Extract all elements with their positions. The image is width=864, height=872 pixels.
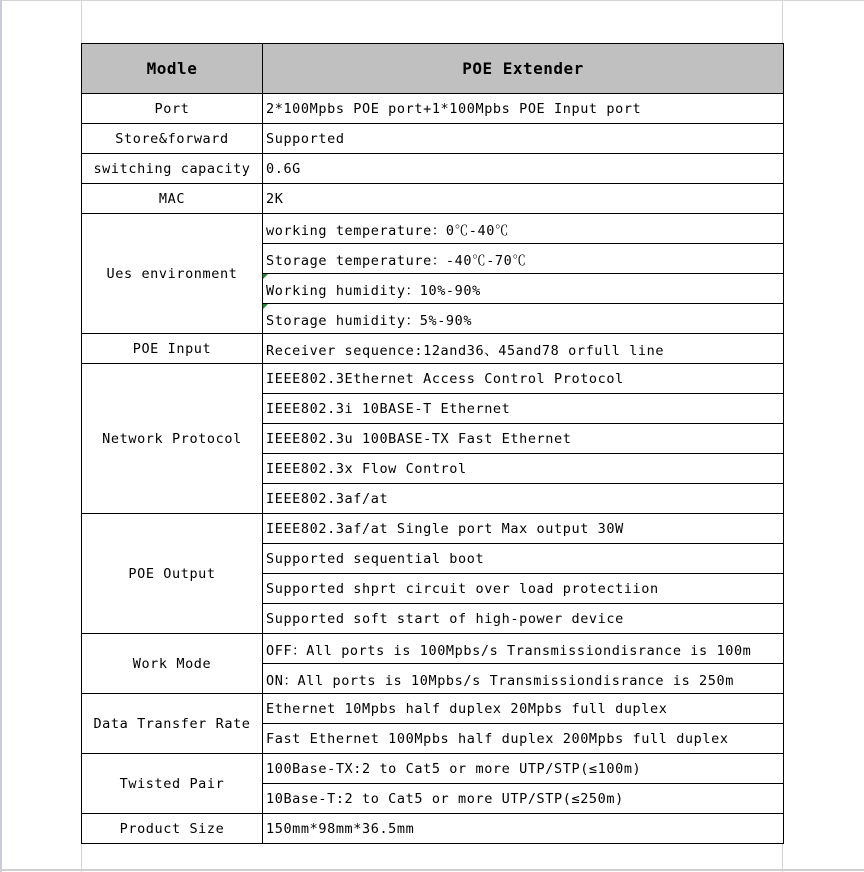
row-value[interactable]: IEEE802.3af/at Single port Max output 30W	[263, 514, 784, 544]
row-value[interactable]: Storage temperature：-40℃-70℃	[263, 244, 784, 274]
row-label-data-transfer-rate[interactable]: Data Transfer Rate	[82, 694, 263, 754]
table-row	[82, 694, 784, 724]
sheet-gridline-top	[0, 0, 864, 1]
sheet-gridline-bottom	[0, 869, 864, 871]
row-value[interactable]: Supported soft start of high-power device	[263, 604, 784, 634]
header-model[interactable]: Modle	[82, 44, 263, 94]
row-value[interactable]: 10Base-T:2 to Cat5 or more UTP/STP(≤250m)	[263, 784, 784, 814]
header-product[interactable]: POE Extender	[263, 44, 784, 94]
row-value[interactable]: Ethernet 10Mpbs half duplex 20Mpbs full duplex	[263, 694, 784, 724]
row-value[interactable]: IEEE802.3i 10BASE-T Ethernet	[263, 394, 784, 424]
row-value[interactable]: Receiver sequence:12and36、45and78 orfull line	[263, 334, 784, 364]
row-label-switching-capacity[interactable]: switching capacity	[82, 154, 263, 184]
row-value[interactable]: OFF：All ports is 100Mpbs/s Transmissiondisrance is 100m	[263, 634, 784, 664]
table-row	[82, 94, 784, 124]
row-value[interactable]: Supported shprt circuit over load protectiion	[263, 574, 784, 604]
row-value[interactable]: 150mm*98mm*36.5mm	[263, 814, 784, 844]
row-value[interactable]: Supported sequential boot	[263, 544, 784, 574]
row-value[interactable]: ON：All ports is 10Mpbs/s Transmissiondisrance is 250m	[263, 664, 784, 694]
table-row	[82, 634, 784, 664]
table-row	[82, 364, 784, 394]
row-value[interactable]: IEEE802.3u 100BASE-TX Fast Ethernet	[263, 424, 784, 454]
row-label-poe-output[interactable]: POE Output	[82, 514, 263, 634]
row-value[interactable]: 2K	[263, 184, 784, 214]
row-value[interactable]: 0.6G	[263, 154, 784, 184]
table-row	[82, 214, 784, 244]
row-value[interactable]: IEEE802.3x Flow Control	[263, 454, 784, 484]
row-value[interactable]: working temperature：0℃-40℃	[263, 214, 784, 244]
row-label-work-mode[interactable]: Work Mode	[82, 634, 263, 694]
header-row	[82, 44, 784, 94]
row-label-mac[interactable]: MAC	[82, 184, 263, 214]
row-value[interactable]: 2*100Mpbs POE port+1*100Mpbs POE Input port	[263, 94, 784, 124]
row-label-store-forward[interactable]: Store&forward	[82, 124, 263, 154]
row-label-product-size[interactable]: Product Size	[82, 814, 263, 844]
row-value-with-error-marker[interactable]: Storage humidity：5%-90%	[263, 304, 784, 334]
row-value-with-error-marker[interactable]: Working humidity：10%-90%	[263, 274, 784, 304]
row-label-twisted-pair[interactable]: Twisted Pair	[82, 754, 263, 814]
table-row	[82, 124, 784, 154]
row-value[interactable]: Fast Ethernet 100Mpbs half duplex 200Mpbs full duplex	[263, 724, 784, 754]
table-row	[82, 334, 784, 364]
row-value[interactable]: Supported	[263, 124, 784, 154]
row-value[interactable]: IEEE802.3af/at	[263, 484, 784, 514]
table-row	[82, 814, 784, 844]
row-label-network-protocol[interactable]: Network Protocol	[82, 364, 263, 514]
row-value[interactable]: 100Base-TX:2 to Cat5 or more UTP/STP(≤100m)	[263, 754, 784, 784]
row-label-use-environment[interactable]: Ues environment	[82, 214, 263, 334]
row-label-port[interactable]: Port	[82, 94, 263, 124]
sheet-left-border	[0, 0, 2, 872]
row-label-poe-input[interactable]: POE Input	[82, 334, 263, 364]
table-row	[82, 514, 784, 544]
row-value[interactable]: IEEE802.3Ethernet Access Control Protocol	[263, 364, 784, 394]
spec-table	[81, 43, 784, 844]
table-row	[82, 754, 784, 784]
table-row	[82, 154, 784, 184]
table-row	[82, 184, 784, 214]
